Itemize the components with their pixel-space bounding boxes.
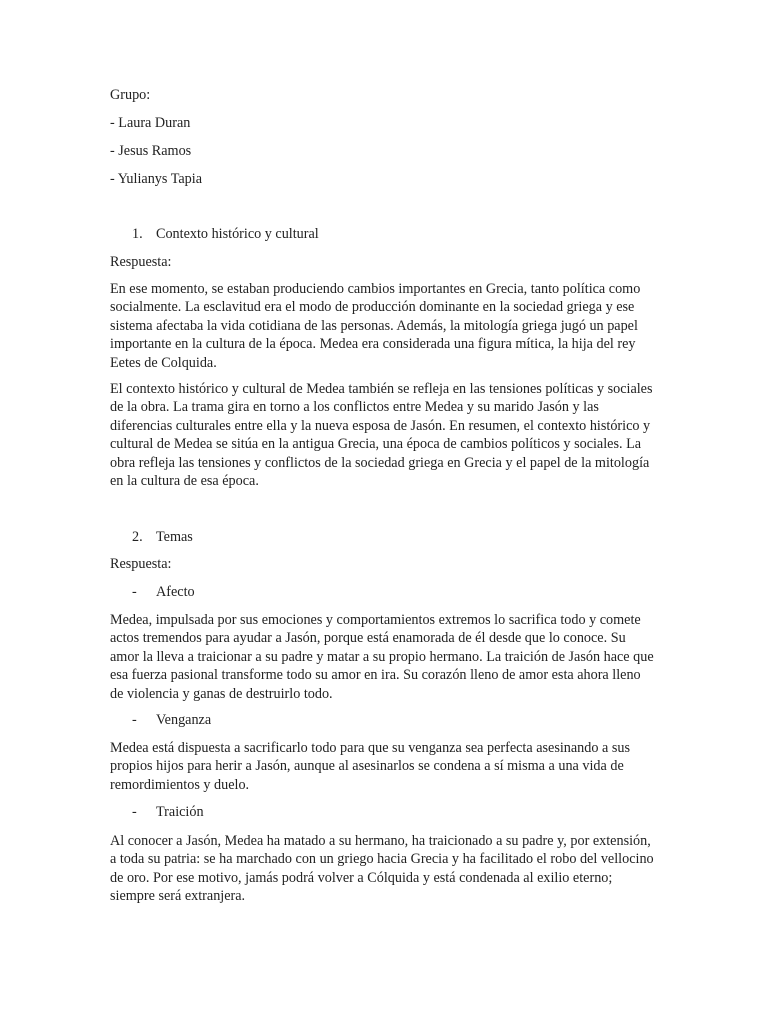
theme-3-bullet: - xyxy=(132,804,137,820)
section2-title: Temas xyxy=(156,529,193,545)
theme-1-text: Medea, impulsada por sus emociones y comportamientos extremos lo sacrifica todo y comete actos tremendos para ayudar a Jasón, porque está enamorada de él desde que lo conoce. Su amor la lleva a traicionar a su padre y matar a su propio hermano. La traición de Jasón hace que esa fuerza pasional transforme todo su amor en ira. Su corazón lleno de amor esta ahora lleno de violencia y ganas de destruirlo todo. xyxy=(110,612,654,702)
member-1: - Laura Duran xyxy=(110,115,191,131)
section2-number: 2. xyxy=(132,529,143,545)
theme-3-text: Al conocer a Jasón, Medea ha matado a su hermano, ha traicionado a su padre y, por extensión, a toda su patria: se ha marchado con un griego hacia Grecia y ha facilitado el robo del vellocino de oro. Por ese motivo, jamás podrá volver a Cólquida y está condenada al exilio eterno; siempre será extranjera. xyxy=(110,833,654,905)
theme-1-title: Afecto xyxy=(156,584,195,600)
theme-1-bullet: - xyxy=(132,584,137,600)
member-2: - Jesus Ramos xyxy=(110,143,192,159)
theme-2-text: Medea está dispuesta a sacrificarlo todo para que su venganza sea perfecta asesinando a sus propios hijos para herir a Jasón, aunque al asesinarlos se condena a sí misma a una vida de remordimientos y duelo. xyxy=(110,740,630,793)
section2-answer-label: Respuesta: xyxy=(110,556,172,572)
section1-number: 1. xyxy=(132,226,143,242)
section1-answer-label: Respuesta: xyxy=(110,254,172,270)
section1-paragraph-1: En ese momento, se estaban produciendo cambios importantes en Grecia, tanto política como socialmente. La esclavitud era el modo de producción dominante en la sociedad griega y ese sistema afectaba la vida cotidiana de las personas. Además, la mitología griega jugó un papel importante en la cultura de la época. Medea era considerada una figura mítica, la hija del rey Eetes de Colquida. xyxy=(110,281,641,371)
member-3: - Yulianys Tapia xyxy=(110,171,202,187)
section1-paragraph-2: El contexto histórico y cultural de Medea también se refleja en las tensiones políticas y sociales de la obra. La trama gira en torno a los conflictos entre Medea y su marido Jasón y las diferencias culturales entre ella y la nueva esposa de Jasón. En resumen, el contexto histórico y cultural de Medea se sitúa en la antigua Grecia, una época de cambios políticos y sociales. La obra refleja las tensiones y conflictos de la sociedad griega en Grecia y el papel de la mitología en la cultura de esa época. xyxy=(110,381,653,490)
group-label: Grupo: xyxy=(110,87,151,103)
theme-2-title: Venganza xyxy=(156,712,212,728)
section1-title: Contexto histórico y cultural xyxy=(156,226,319,242)
theme-3-title: Traición xyxy=(156,804,204,820)
theme-2-bullet: - xyxy=(132,712,137,728)
